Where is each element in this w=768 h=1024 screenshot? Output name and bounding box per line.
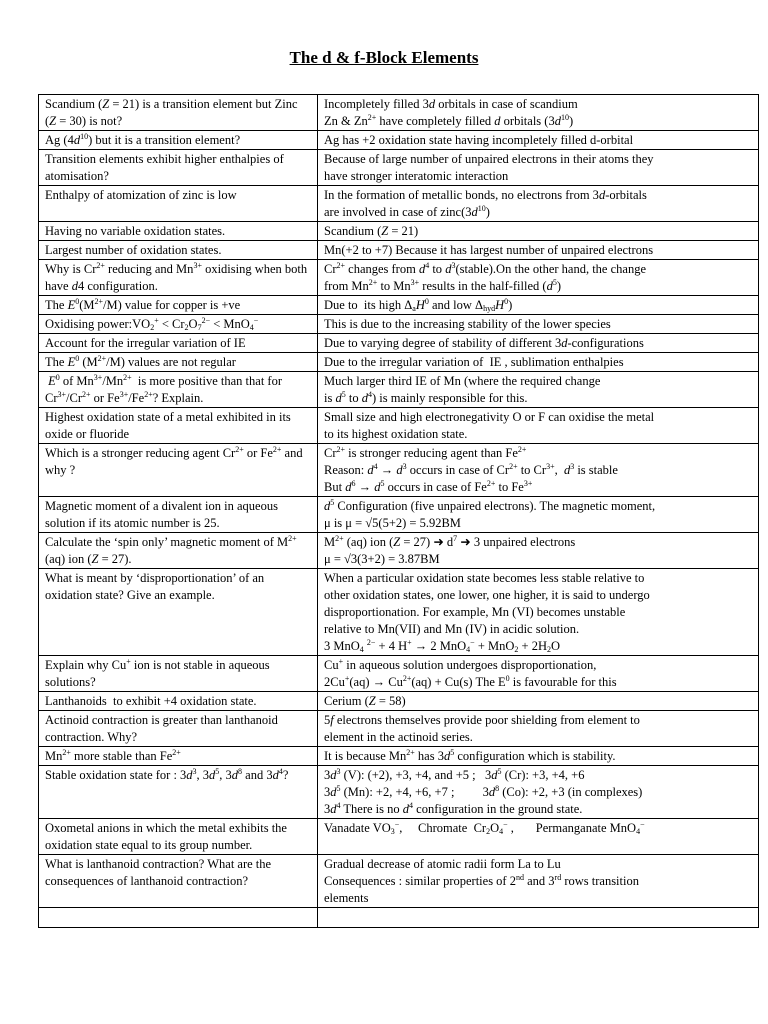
answer-cell-text: $Cr^{2+}$ changes from $d^4$ to $d^3(stable).On$ the other hand, the change bbox=[324, 261, 646, 276]
answer-cell-text: elements bbox=[324, 891, 369, 905]
table-row bbox=[39, 222, 759, 241]
question-cell bbox=[39, 150, 318, 186]
answer-cell bbox=[318, 334, 759, 353]
table-row bbox=[39, 408, 759, 444]
question-cell-text: Lanthanoids to exhibit +4 oxidation state. bbox=[45, 694, 257, 708]
question-cell-text: The $E^0$ $(M^{2+}/M)$ values are not regular bbox=[45, 354, 236, 369]
question-cell bbox=[39, 855, 318, 908]
question-cell-text: Account for the irregular variation of IE bbox=[45, 336, 246, 350]
qa-table bbox=[38, 94, 759, 928]
empty-cell bbox=[318, 908, 759, 928]
question-cell bbox=[39, 334, 318, 353]
answer-cell-text: Vanadate $VO_3^-$, Chromate $Cr_2O_4^-$ , Permanganate MnO$_4$− bbox=[324, 820, 645, 836]
answer-cell-text: Consequences : similar properties of 2nd and 3rd rows transition bbox=[324, 873, 639, 888]
question-cell bbox=[39, 819, 318, 855]
answer-cell bbox=[318, 855, 759, 908]
question-cell bbox=[39, 569, 318, 656]
answer-cell-text: Cerium (Z = 58) bbox=[324, 694, 406, 708]
question-cell-text: Scandium (Z = 21) is a transition element but Zinc (Z = 30) is not? bbox=[45, 97, 298, 128]
answer-cell bbox=[318, 241, 759, 260]
question-cell bbox=[39, 260, 318, 296]
answer-cell bbox=[318, 150, 759, 186]
question-cell bbox=[39, 497, 318, 533]
answer-cell bbox=[318, 444, 759, 497]
answer-cell bbox=[318, 315, 759, 334]
answer-cell bbox=[318, 569, 759, 656]
answer-cell bbox=[318, 747, 759, 766]
answer-cell-text: Due to varying degree of stability of different 3d-configurations bbox=[324, 336, 644, 350]
question-cell bbox=[39, 408, 318, 444]
answer-cell-text: are involved in case of $zinc(3d^{10})$ bbox=[324, 204, 490, 219]
answer-cell-text: This is due to the increasing stability of the lower species bbox=[324, 317, 611, 331]
answer-cell bbox=[318, 497, 759, 533]
answer-cell-text: Scandium (Z = 21) bbox=[324, 224, 419, 238]
answer-cell-text: $3d^4$ There is no $d^4$ configuration in the ground state. bbox=[324, 801, 583, 816]
answer-cell-text: Much larger third IE of Mn (where the required change bbox=[324, 374, 601, 388]
table-row bbox=[39, 497, 759, 533]
table-row bbox=[39, 766, 759, 819]
empty-cell bbox=[39, 908, 318, 928]
question-cell bbox=[39, 241, 318, 260]
question-cell-text: Calculate the ‘spin only’ magnetic moment of $M^{2+}$ (aq) ion (Z = 27). bbox=[45, 534, 297, 566]
question-cell bbox=[39, 95, 318, 131]
page-title: The d & f-Block Elements bbox=[289, 48, 479, 67]
question-cell bbox=[39, 711, 318, 747]
answer-cell bbox=[318, 95, 759, 131]
answer-cell-text: But $d^6 \to d^5$ occurs in case of $Fe^{2+}$ to $Fe^{3+}$ bbox=[324, 479, 533, 494]
table-row bbox=[39, 186, 759, 222]
answer-cell-text: to its highest oxidation state. bbox=[324, 427, 468, 441]
question-cell-text: What is lanthanoid contraction? What are the consequences of lanthanoid contraction? bbox=[45, 857, 272, 888]
table-row bbox=[39, 444, 759, 497]
question-cell bbox=[39, 131, 318, 150]
answer-cell-text: When a particular oxidation state becomes less stable relative to bbox=[324, 571, 645, 585]
question-cell bbox=[39, 353, 318, 372]
question-cell bbox=[39, 692, 318, 711]
question-cell bbox=[39, 656, 318, 692]
question-cell bbox=[39, 296, 318, 315]
qa-table-body bbox=[39, 95, 759, 928]
answer-cell-text: Small size and high electronegativity O or F can oxidise the metal bbox=[324, 410, 655, 424]
question-cell bbox=[39, 315, 318, 334]
answer-cell bbox=[318, 656, 759, 692]
table-row bbox=[39, 353, 759, 372]
answer-cell-text: Cu+ in aqueous solution undergoes disproportionation, bbox=[324, 657, 597, 672]
table-row bbox=[39, 296, 759, 315]
answer-cell bbox=[318, 222, 759, 241]
table-row bbox=[39, 241, 759, 260]
answer-cell-text: Due to the irregular variation of IE , sublimation enthalpies bbox=[324, 355, 624, 369]
answer-cell bbox=[318, 533, 759, 569]
question-cell-text: $E^0$ of $Mn^{3+}/Mn^{2+}$ is more positive than that for $Cr^{3+}/Cr^{2+}$ or $Fe^{3+}/Fe^{2+}$? Explain. bbox=[45, 373, 282, 405]
table-row bbox=[39, 260, 759, 296]
table-row bbox=[39, 747, 759, 766]
table-row bbox=[39, 533, 759, 569]
table-row bbox=[39, 131, 759, 150]
table-row bbox=[39, 569, 759, 656]
answer-cell-text: $2Cu^+(aq) \to Cu^{2+}(aq) + Cu(s)$ The $E^0$ is favourable for this bbox=[324, 674, 617, 689]
answer-cell-text: μ = √3(3+2) = 3.87BM bbox=[324, 552, 440, 566]
answer-cell-text: In the formation of metallic bonds, no electrons from 3d-orbitals bbox=[324, 188, 647, 202]
table-row bbox=[39, 372, 759, 408]
question-cell bbox=[39, 533, 318, 569]
answer-cell bbox=[318, 260, 759, 296]
question-cell bbox=[39, 372, 318, 408]
question-cell-text: Having no variable oxidation states. bbox=[45, 224, 226, 238]
question-cell-text: Explain why Cu+ ion is not stable in aqueous solutions? bbox=[45, 657, 270, 689]
question-cell-text: $Mn^{2+}$ more stable than $Fe^{2+}$ bbox=[45, 748, 181, 763]
answer-cell-text: Gradual decrease of atomic radii form La to Lu bbox=[324, 857, 561, 871]
question-cell-text: Why is $Cr^{2+}$ reducing and $Mn^{3+}$ oxidising when both have d4 configuration. bbox=[45, 261, 308, 293]
answer-cell-text: Due to its high $\Delta_aH^0$ and low $\Delta_{hyd}H^0$) bbox=[324, 297, 513, 313]
table-row bbox=[39, 334, 759, 353]
table-row bbox=[39, 95, 759, 131]
question-cell bbox=[39, 747, 318, 766]
answer-cell-text: disproportionation. For example, Mn (VI) becomes unstable bbox=[324, 605, 626, 619]
question-cell-text: Magnetic moment of a divalent ion in aqueous solution if its atomic number is 25. bbox=[45, 499, 278, 530]
answer-cell-text: Ag has +2 oxidation state having incompletely filled d-orbital bbox=[324, 133, 634, 147]
answer-cell-text: relative to Mn(VII) and Mn (IV) in acidic solution. bbox=[324, 622, 580, 636]
answer-cell-text: element in the actinoid series. bbox=[324, 730, 473, 744]
answer-cell bbox=[318, 408, 759, 444]
answer-cell bbox=[318, 692, 759, 711]
empty-row bbox=[39, 908, 759, 928]
question-cell-text: Which is a stronger reducing agent $Cr^{2+}$ or $Fe^{2+}$ and why ? bbox=[45, 445, 303, 477]
answer-cell-text: Because of large number of unpaired electrons in their atoms they bbox=[324, 152, 654, 166]
answer-cell-text: Incompletely filled 3d orbitals in case of scandium bbox=[324, 97, 578, 111]
answer-cell-text: Zn & $Zn^{2+}$ have completely filled d orbitals $(3d^{10})$ bbox=[324, 113, 574, 128]
answer-cell-text: other oxidation states, one lower, one higher, it is said to undergo bbox=[324, 588, 650, 602]
answer-cell-text: $3d^3$ (V): (+2), +3, +4, and +5 ; $3d^5$ (Cr): +3, +4, +6 bbox=[324, 767, 585, 782]
question-cell-text: Stable oxidation state for : $3d^3$, $3d^5$, $3d^8$ and $3d^4$? bbox=[45, 767, 289, 782]
table-row bbox=[39, 711, 759, 747]
answer-cell bbox=[318, 296, 759, 315]
question-cell-text: The $E^0(M^{2+}/M)$ value for copper is +ve bbox=[45, 297, 241, 312]
table-row bbox=[39, 315, 759, 334]
answer-cell bbox=[318, 819, 759, 855]
answer-cell-text: $Cr^{2+}$ is stronger reducing agent than $Fe^{2+}$ bbox=[324, 445, 527, 460]
answer-cell-text: is $d^5$ to $d^4$) is mainly responsible for this. bbox=[324, 390, 528, 405]
table-row bbox=[39, 855, 759, 908]
question-cell-text: Oxidising $power:VO_2^+ < Cr_2O_7^{2-} < MnO_4^-$ bbox=[45, 316, 259, 332]
question-cell-text: Ag $(4d^{10})$ but it is a transition element? bbox=[45, 132, 241, 147]
answer-cell bbox=[318, 372, 759, 408]
answer-cell-text: $M^{2+}$ (aq) ion (Z = 27) ➜ $d^7$ ➜ 3 unpaired electrons bbox=[324, 534, 576, 549]
question-cell-text: What is meant by ‘disproportionation’ of an oxidation state? Give an example. bbox=[45, 571, 265, 602]
answer-cell-text: 3 MnO$_4$ $^{2-}$ + 4 H+ → 2 $MnO_4^- + MnO_2 + 2H_2O$ bbox=[324, 638, 560, 654]
question-cell-text: Actinoid contraction is greater than lanthanoid contraction. Why? bbox=[45, 713, 278, 744]
answer-cell-text: 5f electrons themselves provide poor shielding from element to bbox=[324, 713, 640, 727]
answer-cell bbox=[318, 766, 759, 819]
answer-cell bbox=[318, 186, 759, 222]
table-row bbox=[39, 656, 759, 692]
answer-cell-text: Mn(+2 to +7) Because it has largest number of unpaired electrons bbox=[324, 243, 654, 257]
question-cell-text: Largest number of oxidation states. bbox=[45, 243, 222, 257]
answer-cell-text: from $Mn^{2+}$ to $Mn^{3+}$ results in the half-filled $(d^5)$ bbox=[324, 278, 561, 293]
table-row bbox=[39, 819, 759, 855]
question-cell-text: Enthalpy of atomization of zinc is low bbox=[45, 188, 237, 202]
table-row bbox=[39, 692, 759, 711]
table-row bbox=[39, 150, 759, 186]
answer-cell-text: Reason: $d^4 \to d^3$ occurs in case of $Cr^{2+}$ to $Cr^{3+}$, $d^3$ is stable bbox=[324, 462, 618, 477]
question-cell-text: Transition elements exhibit higher enthalpies of atomisation? bbox=[45, 152, 284, 183]
question-cell bbox=[39, 766, 318, 819]
question-cell-text: Highest oxidation state of a metal exhibited in its oxide or fluoride bbox=[45, 410, 291, 441]
question-cell-text: Oxometal anions in which the metal exhibits the oxidation state equal to its group number. bbox=[45, 821, 287, 852]
answer-cell-text: It is because $Mn^{2+}$ has $3d^5$ configuration which is stability. bbox=[324, 748, 616, 763]
answer-cell-text: $d^5$ Configuration (five unpaired electrons). The magnetic moment, bbox=[324, 498, 656, 513]
question-cell bbox=[39, 444, 318, 497]
answer-cell bbox=[318, 353, 759, 372]
question-cell bbox=[39, 186, 318, 222]
answer-cell bbox=[318, 711, 759, 747]
question-cell bbox=[39, 222, 318, 241]
answer-cell bbox=[318, 131, 759, 150]
answer-cell-text: $3d^5$ (Mn): +2, +4, +6, +7 ; $3d^8$ (Co): +2, +3 (in complexes) bbox=[324, 784, 643, 799]
answer-cell-text: have stronger interatomic interaction bbox=[324, 169, 509, 183]
answer-cell-text: μ is μ = √5(5+2) = 5.92BM bbox=[324, 516, 461, 530]
